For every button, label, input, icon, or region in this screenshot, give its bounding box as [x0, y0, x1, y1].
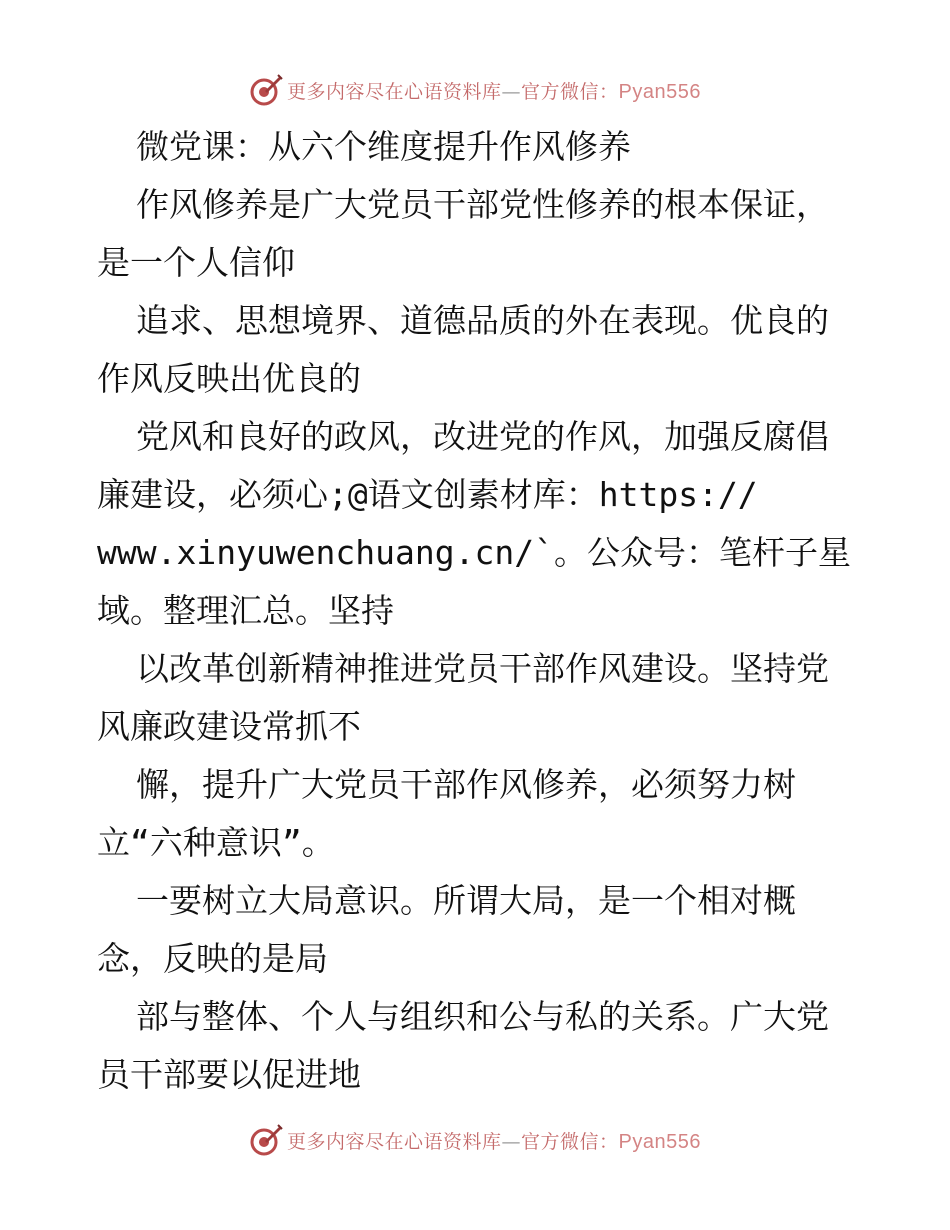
pen-logo-icon	[249, 1123, 283, 1157]
banner-text	[287, 77, 701, 104]
banner-wechat-label: 官方微信：	[521, 1130, 619, 1153]
text-line: www.xinyuwenchuang.cn/`。公众号：笔杆子星	[97, 533, 851, 572]
banner-wechat-id: Pyan556	[618, 80, 701, 103]
text-line: 作风反映出优良的	[97, 359, 361, 398]
text-line: 员干部要以促进地	[97, 1055, 361, 1094]
pen-logo-icon	[249, 73, 283, 107]
text-line: 一要树立大局意识。所谓大局，是一个相对概	[136, 881, 796, 920]
banner-separator: —	[501, 1130, 522, 1153]
banner-main-text: 更多内容尽在心语资料库	[287, 1130, 502, 1153]
text-line: 微党课：从六个维度提升作风修养	[136, 127, 631, 166]
text-line: 念，反映的是局	[97, 939, 328, 978]
text-line: 是一个人信仰	[97, 243, 295, 282]
text-line: 域。整理汇总。坚持	[97, 591, 394, 630]
banner-main-text: 更多内容尽在心语资料库	[287, 80, 502, 103]
text-line: 风廉政建设常抓不	[97, 707, 361, 746]
banner-wechat-id: Pyan556	[618, 1130, 701, 1153]
banner-wechat-label: 官方微信：	[521, 80, 619, 103]
document-body	[97, 118, 867, 1104]
text-line: 懈，提升广大党员干部作风修养，必须努力树	[136, 765, 796, 804]
banner-text	[287, 1127, 701, 1154]
footer-banner	[0, 1120, 950, 1160]
text-line: 廉建设，必须心;@语文创素材库：https://	[97, 475, 758, 514]
text-line: 以改革创新精神推进党员干部作风建设。坚持党	[136, 649, 829, 688]
text-line: 作风修养是广大党员干部党性修养的根本保证，	[136, 185, 829, 224]
text-line: 立“六种意识”。	[97, 823, 335, 862]
text-line: 部与整体、个人与组织和公与私的关系。广大党	[136, 997, 829, 1036]
text-line: 追求、思想境界、道德品质的外在表现。优良的	[136, 301, 829, 340]
banner-separator: —	[501, 80, 522, 103]
header-banner	[0, 70, 950, 110]
text-line: 党风和良好的政风，改进党的作风，加强反腐倡	[136, 417, 829, 456]
